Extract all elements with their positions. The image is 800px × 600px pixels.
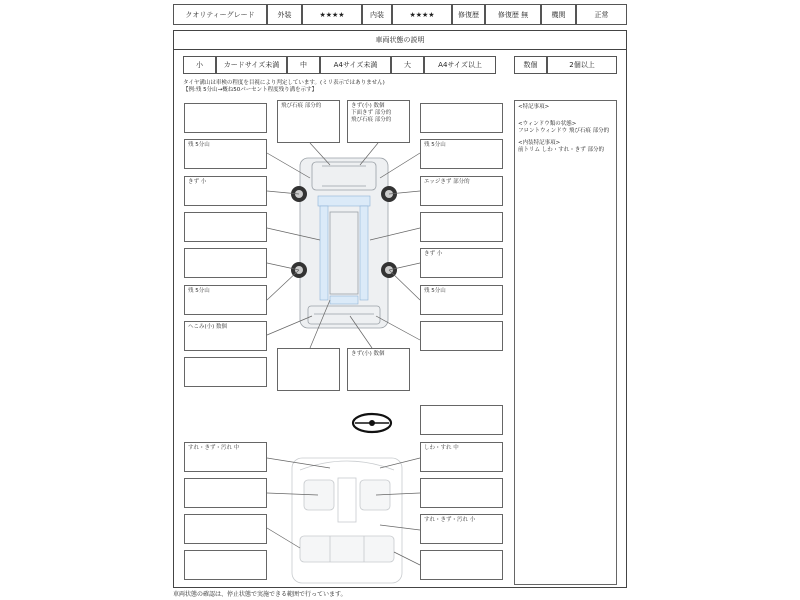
legend-large-label: 大 [391,56,424,74]
interior-box-left-3 [184,514,267,544]
damage-box-right-5: きず 小 [420,248,503,278]
legend-medium-desc: A4サイズ未満 [320,56,391,74]
header-quality-grade-label: クオリティーグレード [173,4,267,25]
interior-box-right-4: すれ・きず・汚れ 小 [420,514,503,544]
quantity-value: 2個以上 [547,56,617,74]
damage-box-right-4 [420,212,503,242]
quantity-label: 数個 [514,56,547,74]
interior-box-right-2: しわ・すれ 中 [420,442,503,472]
damage-box-left-6: 残 5分山 [184,285,267,315]
interior-box-left-1: すれ・きず・汚れ 中 [184,442,267,472]
damage-box-left-8 [184,357,267,387]
window-remarks-title: <ウィンドウ類の状態> [518,121,577,127]
header-exterior-label: 外装 [267,4,302,25]
damage-box-left-5 [184,248,267,278]
remarks-title: <特記事項> [518,104,550,110]
damage-box-left-4 [184,212,267,242]
damage-box-left-7: へこみ(小) 数個 [184,321,267,351]
section-title: 車両状態の説明 [173,30,627,50]
damage-box-right-7 [420,321,503,351]
header-interior-label: 内装 [362,4,392,25]
car-interior-view [292,458,402,583]
damage-box-right-6: 残 5分山 [420,285,503,315]
damage-box-right-3: エッジきず 部分的 [420,176,503,206]
header-repair-history-label: 修復歴 [452,4,485,25]
legend-large-desc: A4サイズ以上 [424,56,496,74]
window-remarks-text: フロントウィンドウ 飛び石痕 部分的 [518,128,610,134]
interior-remarks-title: <内装特記事項> [518,140,561,146]
header-engine-value: 正常 [576,4,627,25]
damage-box-left-1 [184,103,267,133]
damage-box-rear-left [277,348,340,391]
footer-note: 車両状態の確認は、停止状態で実施できる範囲で行っています。 [173,591,347,598]
damage-box-rear-right: きず(小) 数個 [347,348,410,391]
interior-box-left-4 [184,550,267,580]
tire-note-example: 【例:残 5分山→概ね50パーセント程度残り溝を示す】 [183,87,318,93]
interior-box-right-1 [420,405,503,435]
damage-box-front-left: 飛び石痕 部分的 [277,100,340,143]
legend-small-label: 小 [183,56,216,74]
damage-box-left-2: 残 5分山 [184,139,267,169]
damage-box-front-right: きず(小) 数個 下面きず 部分的 飛び石痕 部分的 [347,100,410,143]
car-top-view [300,158,388,328]
header-repair-history-value: 修復歴 無 [485,4,541,25]
damage-box-right-1 [420,103,503,133]
legend-small-desc: カードサイズ未満 [216,56,287,74]
interior-remarks-text: 前トリム しわ・すれ・きず 部分的 [518,147,604,153]
interior-box-left-2 [184,478,267,508]
header-interior-rating: ★★★★ [392,4,452,25]
header-engine-label: 機関 [541,4,576,25]
interior-box-right-3 [420,478,503,508]
steering-wheel-icon [353,414,391,432]
tire-note: タイヤ溝山は車検の程度を目視により判定しています。(ミリ表示ではありません) [183,80,385,86]
header-exterior-rating: ★★★★ [302,4,362,25]
damage-box-right-2: 残 5分山 [420,139,503,169]
interior-box-right-5 [420,550,503,580]
damage-box-left-3: きず 小 [184,176,267,206]
legend-medium-label: 中 [287,56,320,74]
